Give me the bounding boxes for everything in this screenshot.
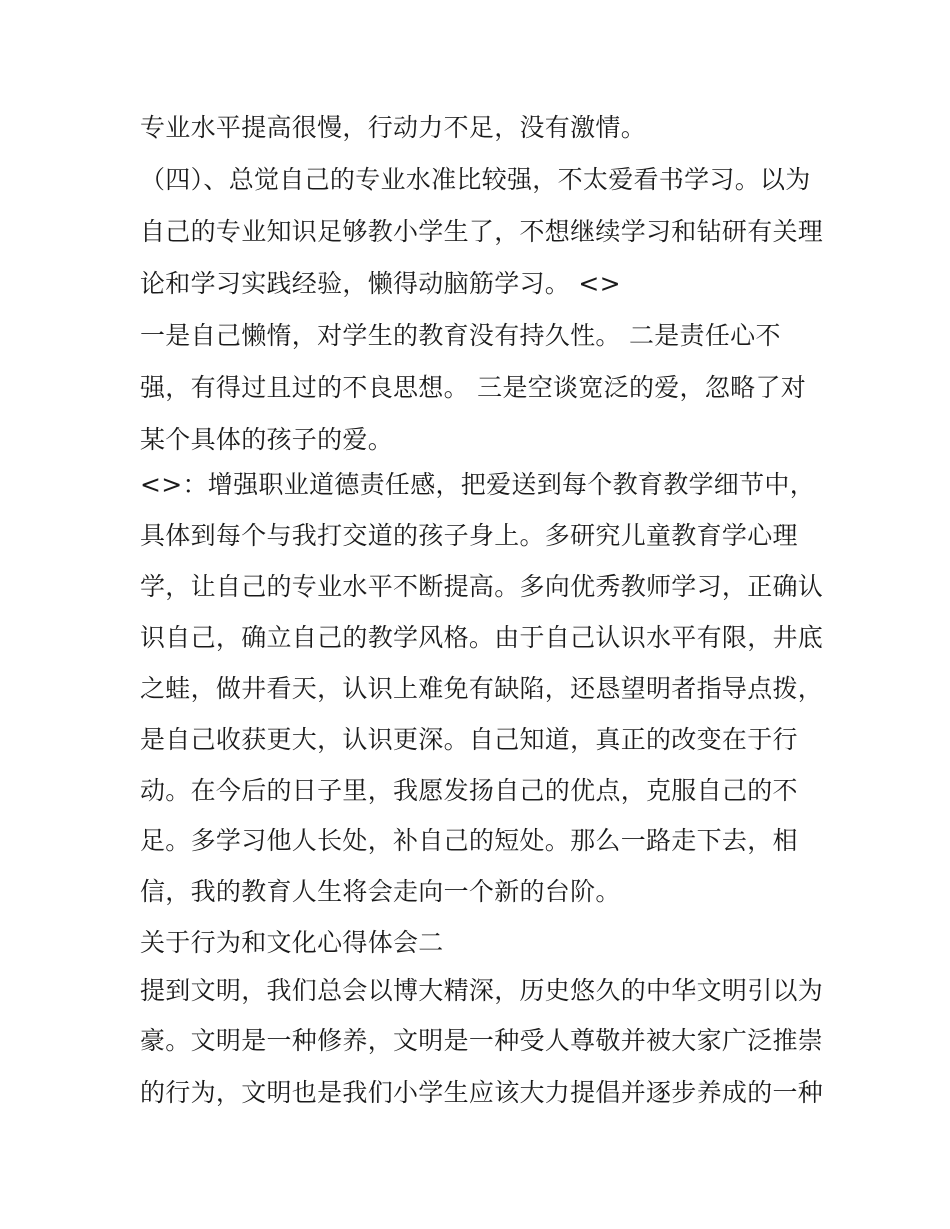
text-line: 提到文明，我们总会以博大精深，历史悠久的中华文明引以为 (140, 976, 824, 1005)
text-line: 的行为，文明也是我们小学生应该大力提倡并逐步养成的一种 (140, 1078, 824, 1107)
text-line: <>：增强职业道德责任感，把爱送到每个教育教学细节中， (140, 470, 815, 499)
text-line: 豪。文明是一种修养，文明是一种受人尊敬并被大家广泛推崇 (140, 1026, 824, 1055)
text-line: 具体到每个与我打交道的孩子身上。多研究儿童教育学心理 (140, 521, 798, 550)
text-line: 之蛙，做井看天，认识上难免有缺陷，还恳望明者指导点拨， (140, 674, 824, 703)
section-heading: 关于行为和文化心得体会二 (140, 928, 444, 957)
text-line: 强，有得过且过的不良思想。 三是空谈宽泛的爱，忽略了对 (140, 373, 807, 402)
text-line: 是自己收获更大，认识更深。自己知道，真正的改变在于行 (140, 725, 798, 754)
text-line: 专业水平提高很慢，行动力不足，没有激情。 (140, 113, 647, 142)
text-line: 识自己，确立自己的教学风格。由于自己认识水平有限，井底 (140, 623, 824, 652)
text-line: 足。多学习他人长处，补自己的短处。那么一路走下去，相 (140, 826, 798, 855)
text-line: 自己的专业知识足够教小学生了，不想继续学习和钻研有关理 (140, 217, 824, 246)
text-line: （四）、总觉自己的专业水准比较强，不太爱看书学习。以为 (140, 165, 811, 194)
text-line: 学，让自己的专业水平不断提高。多向优秀教师学习，正确认 (140, 572, 824, 601)
text-line: 某个具体的孩子的爱。 (140, 425, 394, 454)
text-line: 一是自己懒惰，对学生的教育没有持久性。 二是责任心不 (140, 321, 781, 350)
text-line: 论和学习实践经验，懒得动脑筋学习。 <> (140, 269, 621, 298)
text-line: 动。在今后的日子里，我愿发扬自己的优点，克服自己的不 (140, 776, 798, 805)
text-line: 信，我的教育人生将会走向一个新的台阶。 (140, 877, 621, 906)
